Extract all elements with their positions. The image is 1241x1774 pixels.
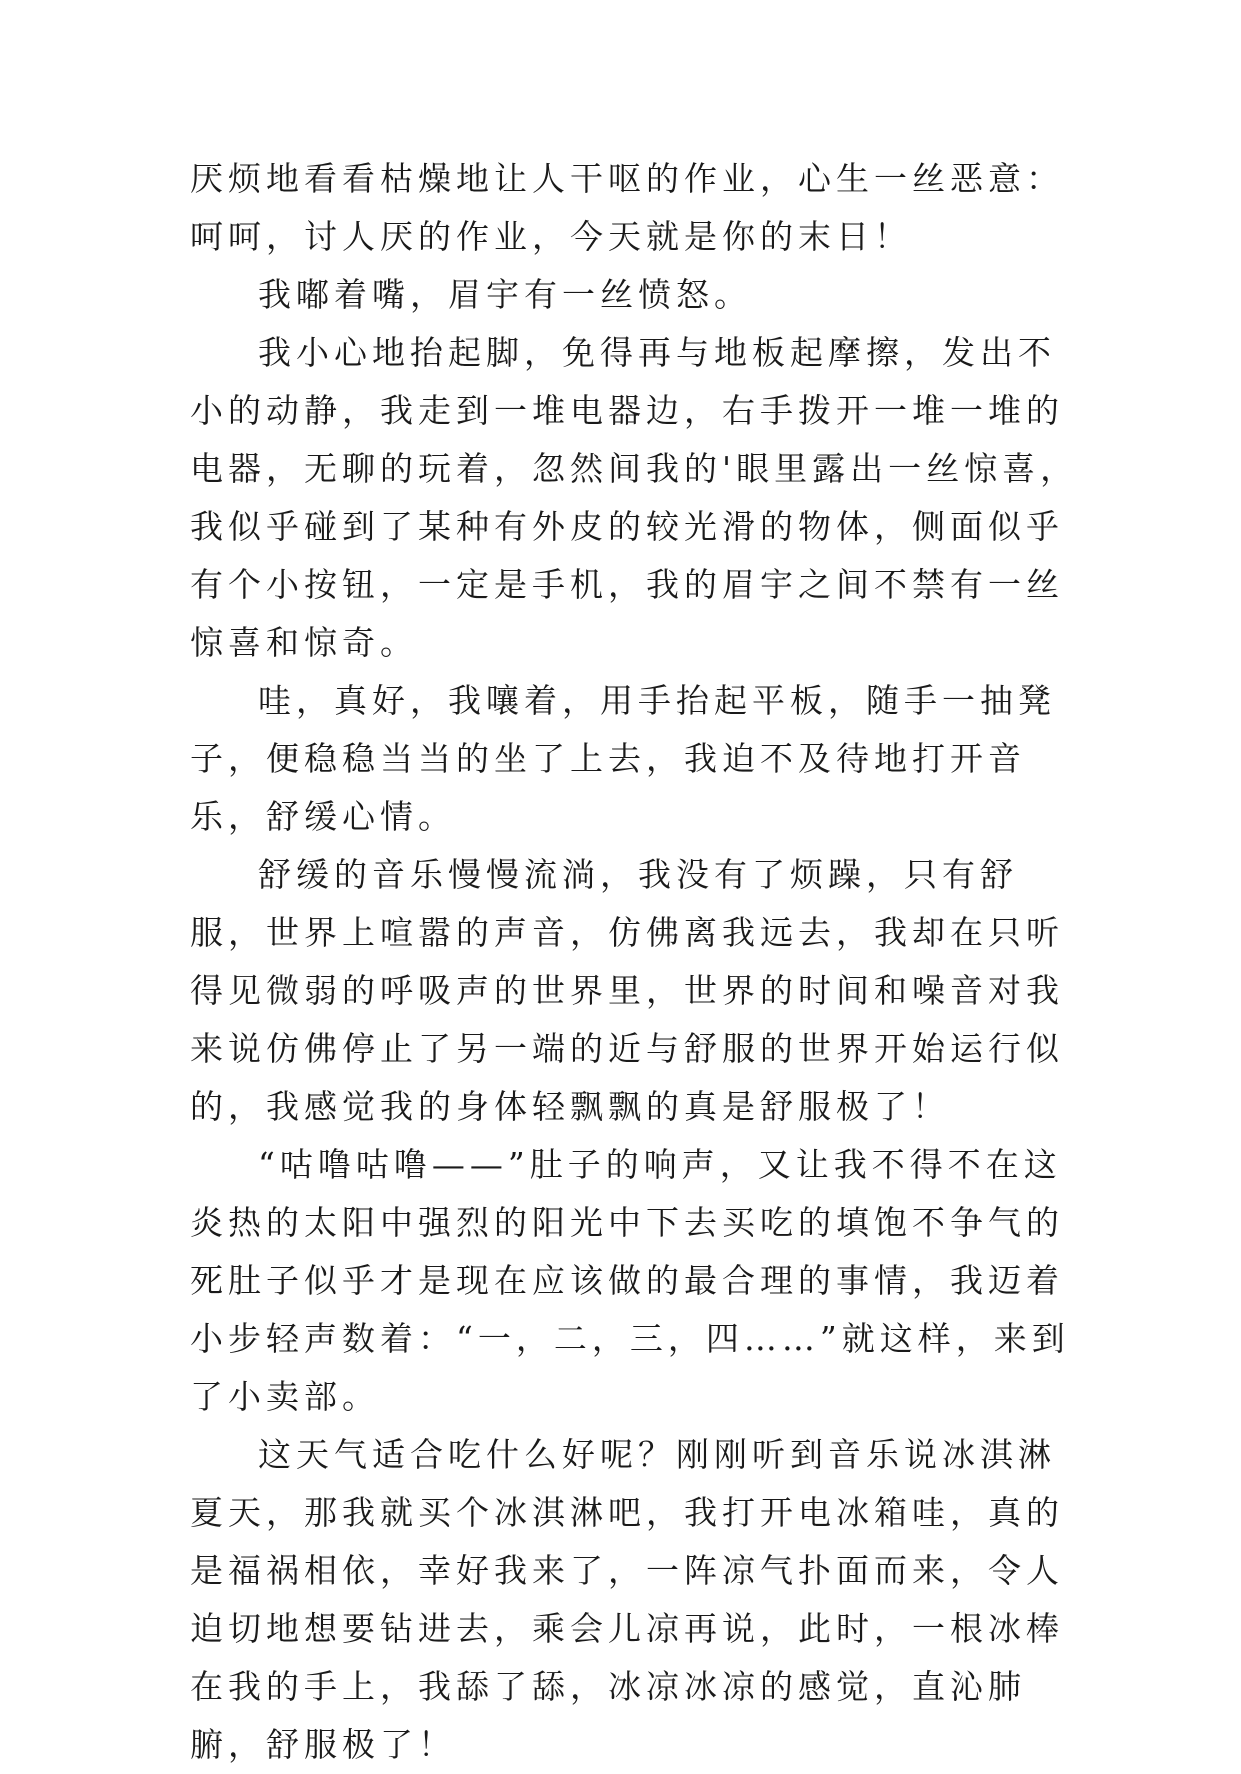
- paragraph-2: 我嘟着嘴，眉宇有一丝愤怒。: [258, 275, 752, 314]
- paragraph-1: 厌烦地看看枯燥地让人干呕的作业，心生一丝恶意：呵呵，讨人厌的作业，今天就是你的末日！: [190, 159, 1064, 256]
- paragraph-3: 我小心地抬起脚，免得再与地板起摩擦，发出不小的动静，我走到一堆电器边，右手拨开一堆一堆的电器，无聊的玩着，忽然间我的'眼里露出一丝惊喜，我似乎碰到了某种有外皮的较光滑的物体，侧面似乎有个小按钮，一定是手机，我的眉宇之间不禁有一丝惊喜和惊奇。: [190, 333, 1079, 662]
- paragraph-4: 哇，真好，我嚷着，用手抬起平板，随手一抽凳子，便稳稳当当的坐了上去，我迫不及待地打开音乐，舒缓心情。: [190, 681, 1056, 836]
- document-body: [190, 150, 1080, 1774]
- paragraph-7: 这天气适合吃什么好呢？刚刚听到音乐说冰淇淋夏天，那我就买个冰淇淋吧，我打开电冰箱哇，真的是福祸相依，幸好我来了，一阵凉气扑面而来，令人迫切地想要钻进去，乘会儿凉再说，此时，一根冰棒在我的手上，我舔了舔，冰凉冰凉的感觉，直沁肺腑，舒服极了！: [190, 1435, 1064, 1764]
- paragraph-5: 舒缓的音乐慢慢流淌，我没有了烦躁，只有舒服，世界上喧嚣的声音，仿佛离我远去，我却在只听得见微弱的呼吸声的世界里，世界的时间和噪音对我来说仿佛停止了另一端的近与舒服的世界开始运行似的，我感觉我的身体轻飘飘的真是舒服极了！: [190, 855, 1064, 1126]
- paragraph-6: “咕噜咕噜——”肚子的响声，又让我不得不在这炎热的太阳中强烈的阳光中下去买吃的填饱不争气的死肚子似乎才是现在应该做的最合理的事情，我迈着小步轻声数着：“一，二，三，四……”就这样，来到了小卖部。: [190, 1145, 1070, 1416]
